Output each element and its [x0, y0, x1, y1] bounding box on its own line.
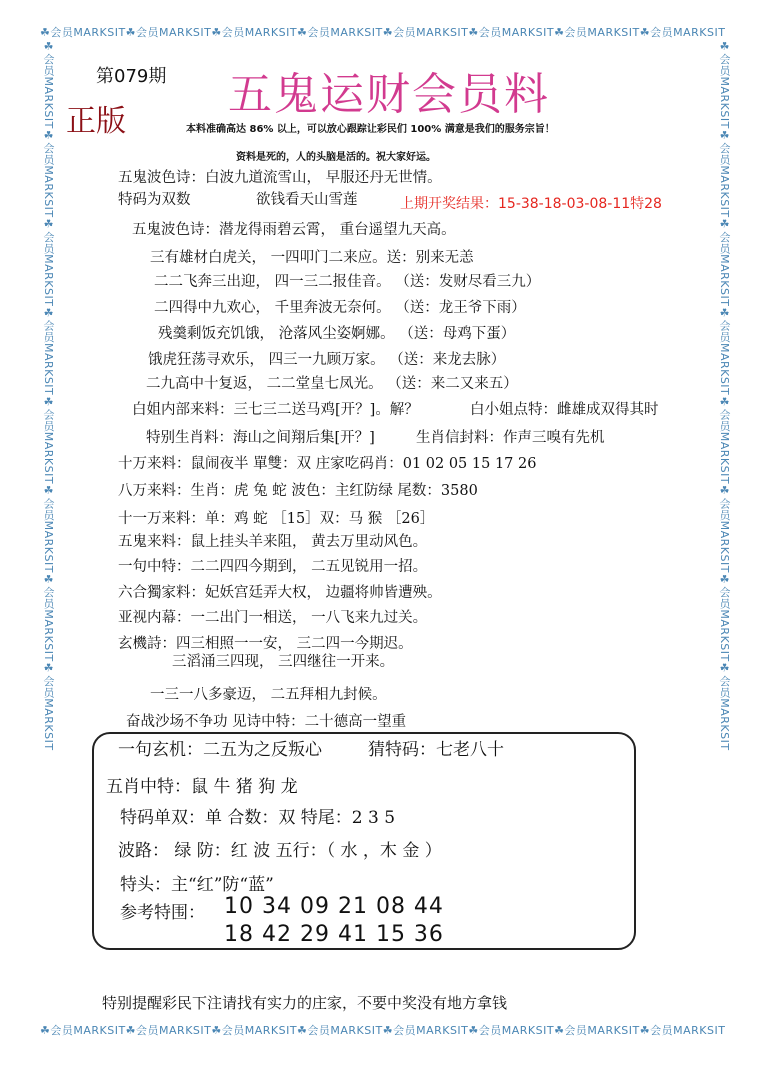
- box-range-label: 参考特围：: [120, 903, 205, 923]
- left-border-watermark: [40, 40, 56, 1020]
- insider-material: 白姐内部来料：三七三二送马鸡[开？]。解？: [132, 402, 419, 418]
- line-xuanji-2: 三滔涌三四现， 三四继往一开来。: [172, 654, 395, 670]
- verse-6: 二九高中十复返， 二二堂皇七凤光。 （送：来二又来五）: [146, 376, 518, 392]
- verse-3: 二四得中九欢心， 千里奔波无奈何。 （送：龙王爷下雨）: [154, 300, 526, 316]
- box-guess: 猜特码：七老八十: [368, 740, 504, 760]
- footer-warning: 特别提醒彩民下注请找有实力的庄家，不要中奖没有地方拿钱: [102, 994, 508, 1012]
- insider-special: 白小姐点特：雌雄成双得其时: [470, 402, 659, 418]
- line-xuanji-1: 玄機詩：四三相照一一安， 三二四一今期迟。: [118, 636, 413, 652]
- line-yashi: 亚视内幕：一二出门一相送， 一八飞来九过关。: [118, 610, 428, 626]
- verse-2: 二二飞奔三出迎， 四一三二报佳音。 （送：发财尽看三九）: [154, 274, 541, 290]
- notice-luck: 资料是死的，人的头脑是活的。祝大家好运。: [236, 152, 436, 163]
- line-yiju: 一句中特：二二四四今期到， 二五见锐用一招。: [118, 559, 428, 575]
- top-border-watermark: ☘会员MARKSIT☘会员MARKSIT☘会员MARKSIT☘会员MARKSIT☘会员MARKSIT☘会员MARKSIT☘会员MARKSIT☘会员MARKSIT: [40, 26, 726, 39]
- verse-5: 饿虎狂荡寻欢乐， 四三一九顾万家。 （送：来龙去脉）: [148, 352, 506, 368]
- right-border-watermark: [716, 40, 732, 1020]
- line-fenzhan: 奋战沙场不争功 见诗中特：二十德高一望重: [126, 714, 407, 730]
- line-liuhe: 六合獨家料：妃妖宫廷弄大权， 边疆将帅皆遭殃。: [118, 585, 442, 601]
- line-110k: 十一万来料：单：鸡 蛇 ［15］双：马 猴 ［26］: [118, 511, 435, 527]
- line-80k: 八万来料：生肖：虎 兔 蛇 波色：主红防绿 尾数：3580: [118, 483, 478, 499]
- box-riddle: 一句玄机：二五为之反叛心: [118, 740, 322, 760]
- line-haomai: 一三一八多豪迈， 二五拜相九封候。: [150, 687, 387, 703]
- last-draw-result: 上期开奖结果：15-38-18-03-08-11特28: [400, 196, 662, 212]
- notice-accuracy: 本料准确高达 86% 以上，可以放心跟踪让彩民们 100% 满意是我们的服务宗旨！: [186, 124, 555, 135]
- page-title: 五鬼运财会员料: [228, 69, 550, 120]
- box-wave: 波路： 绿 防：红 波 五行：（ 水 ，木 金 ）: [118, 841, 442, 861]
- box-five-zodiac: 五肖中特：鼠 牛 猪 狗 龙: [106, 777, 298, 797]
- verse-1: 三有雄材白虎关， 一四叩门二来应。送：别来无恙: [150, 250, 474, 266]
- poem1-line2a: 特码为双数: [118, 192, 191, 208]
- bottom-border-watermark: ☘会员MARKSIT☘会员MARKSIT☘会员MARKSIT☘会员MARKSIT☘会员MARKSIT☘会员MARKSIT☘会员MARKSIT☘会员MARKSIT: [40, 1024, 726, 1037]
- box-odd-even: 特码单双：单 合数：双 特尾：2 3 5: [120, 808, 396, 828]
- special-zodiac: 特别生肖料：海山之间翔后集[开？]: [146, 430, 375, 446]
- edition-label: 正版: [66, 104, 126, 139]
- box-head: 特头：主“红”防“蓝”: [120, 875, 274, 895]
- verse-4: 残羹剩饭充饥饿， 沧落风尘姿婀娜。 （送：母鸡下蛋）: [158, 326, 516, 342]
- poem1-line2b: 欲钱看天山雪莲: [256, 192, 358, 208]
- right-border-text: ☘会员MARKSIT☘会员MARKSIT☘会员MARKSIT☘会员MARKSIT☘会员MARKSIT☘会员MARKSIT☘会员MARKSIT☘会员MARKSIT: [718, 40, 731, 751]
- line-wugui: 五鬼来料：鼠上挂头羊来阻， 黄去万里动风色。: [118, 534, 428, 550]
- issue-number: 第079期: [96, 66, 167, 87]
- poem2: 五鬼波色诗：潜龙得雨碧云霄， 重台遥望九天高。: [132, 222, 456, 238]
- box-range-row1: 10 34 09 21 08 44: [224, 894, 444, 919]
- box-range-row2: 18 42 29 41 15 36: [224, 922, 444, 947]
- poem1-line1: 五鬼波色诗：白波九道流雪山， 早服还丹无世情。: [118, 170, 442, 186]
- envelope-zodiac: 生肖信封料：作声三嗅有先机: [416, 430, 605, 446]
- left-border-text: ☘会员MARKSIT☘会员MARKSIT☘会员MARKSIT☘会员MARKSIT☘会员MARKSIT☘会员MARKSIT☘会员MARKSIT☘会员MARKSIT: [42, 40, 55, 751]
- line-100k: 十万来料：鼠闹夜半 單雙：双 庄家吃码肖：01 02 05 15 17 26: [118, 456, 537, 472]
